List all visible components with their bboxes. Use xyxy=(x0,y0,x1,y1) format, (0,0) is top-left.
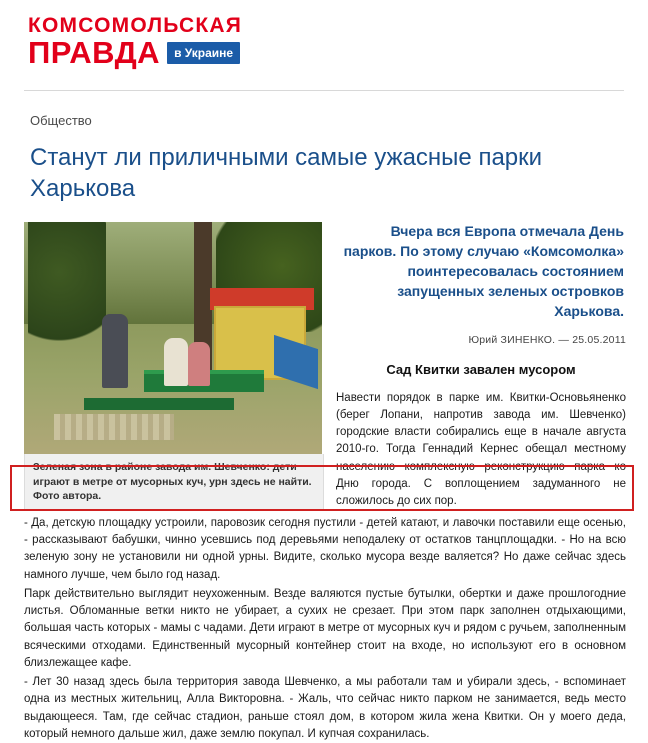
photo-bench-second xyxy=(84,398,234,410)
article-paragraph: Навести порядок в парке им. Квитки-Основьяненко (берег Лопани, напротив завода им. Шевченко) городские власти собирались еще в начале августа 2010-го. Тогда Геннадий Кернес обещал местному населению комплексную реконструкцию парка ко Дню города. С воплощением задуманного не сложилось до сих пор. xyxy=(336,391,626,508)
article-paragraph: - Лет 30 назад здесь была территория завода Шевченко, а мы работали там и убирали здесь, - вспоминает одна из местных жительниц, Алла Викторовна. - Жаль, что сейчас никто парком не занимается, ведь место выдающееся. Там, где сейчас стадион, раньше стоял дом, в котором жила жена Квитки. Он у моего деда, который немного дальше жил, даже землю покупал. И купчая сохранилась. xyxy=(24,676,626,740)
masthead-divider xyxy=(24,90,624,91)
page-title: Станут ли приличными самые ужасные парки Харькова xyxy=(30,143,543,203)
article-body xyxy=(24,222,626,743)
logo-line-1: КОМСОМОЛЬСКАЯ xyxy=(28,14,243,37)
article-lead: Вчера вся Европа отмечала День парков. По этому случаю «Комсомолка» поинтересовалась состоянием запущенных зеленых островков Харькова. xyxy=(343,223,624,319)
article-paragraph: Парк действительно выглядит неухоженным. Везде валяются пустые бутылки, обертки и даже прошлогодние листья. Обломанные ветки никто не убирает, а сухих не срезает. При этом парк заполнен отдыхающими, большая часть которых - мамы с чадами. Дети играют в метре от мусорных куч и рядом с ручьем, заполненным всяческими отходами. Единственный мусорный контейнер стоит на входе, но используют его в основном близлежащее кафе. xyxy=(24,587,626,669)
site-logo[interactable] xyxy=(28,16,242,68)
logo-line-2: ПРАВДА xyxy=(28,34,161,70)
breadcrumb-rubric[interactable]: Общество xyxy=(30,112,92,128)
photo-caption: Зеленая зона в районе завода им. Шевченко: дети играют в метре от мусорных куч, урн здесь не найти. Фото автора. xyxy=(24,454,324,511)
article-photo xyxy=(24,222,322,454)
photo-person-standing xyxy=(102,314,128,388)
logo-edition-badge: в Украине xyxy=(167,42,240,64)
article-figure xyxy=(24,222,322,511)
article-paragraph: - Да, детскую площадку устроили, паровозик сегодня пустили - детей катают, и лавочки поставили еще осенью, - рассказывают бабушки, чинно усевшись под деревьями неподалеку от остатков танцплощадки. - Но на всю зеленую зону не установили ни одной урны. Видите, сколько мусора везде валяется? Но даже сейчас здесь намного лучше, чем было год назад. xyxy=(24,516,626,581)
photo-tree-left xyxy=(28,222,106,356)
photo-child xyxy=(188,342,210,386)
photo-litter xyxy=(54,414,174,440)
article-full-width-text xyxy=(24,511,626,743)
article-subheading: Сад Квитки завален мусором xyxy=(386,361,576,377)
article-byline: Юрий ЗИНЕНКО. — 25.05.2011 xyxy=(468,333,626,346)
photo-person-seated xyxy=(164,338,188,386)
site-masthead xyxy=(0,0,648,78)
